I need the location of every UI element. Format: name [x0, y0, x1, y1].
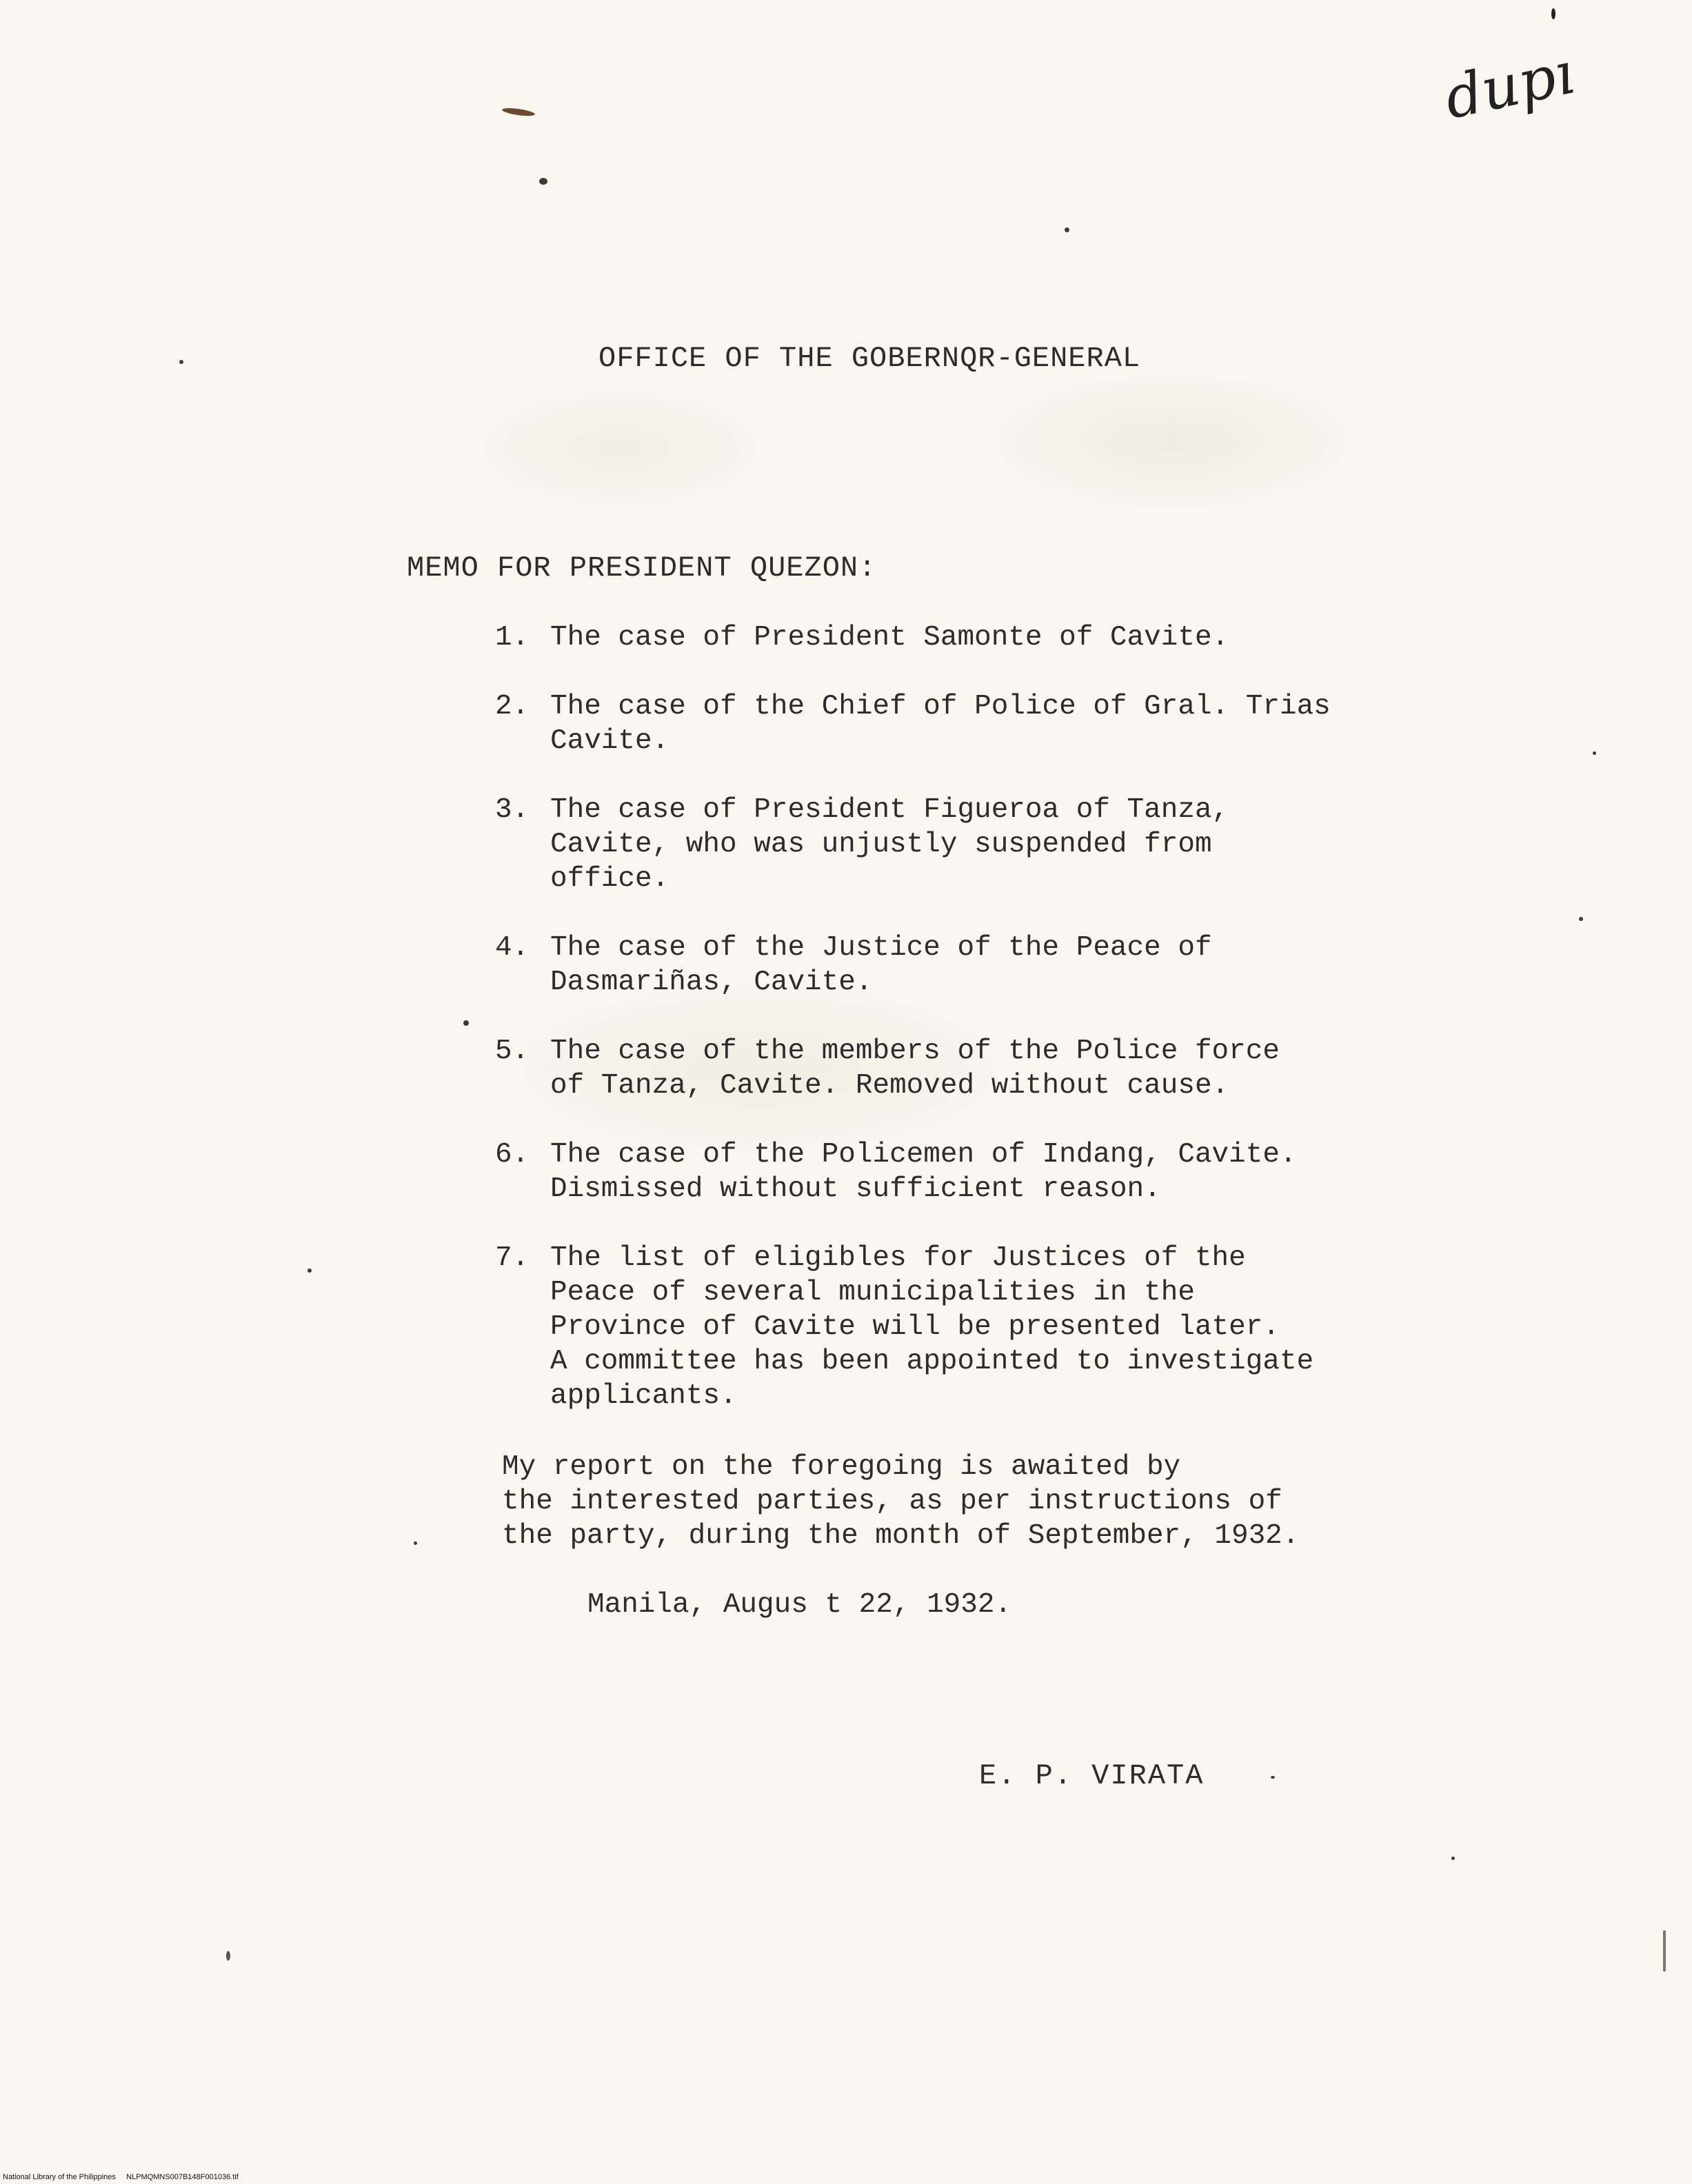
report-paragraph: My report on the foregoing is awaited by the interested parties, as per instructions of the party, during the month of September, 1932.	[502, 1451, 1300, 1552]
item-text: The case of the members of the Police force of Tanza, Cavite. Removed without cause.	[550, 1035, 1280, 1102]
paper-speck	[463, 1020, 469, 1026]
item-text: The list of eligibles for Justices of the Peace of several municipalities in the Province of Cavite will be presented later. A committee has been appointed to investigate applicants.	[550, 1242, 1314, 1412]
paper-speck	[414, 1541, 417, 1545]
memo-item	[495, 689, 1419, 758]
item-text: The case of the Policemen of Indang, Cavite. Dismissed without sufficient reason.	[550, 1139, 1297, 1205]
item-text: The case of the Justice of the Peace of Dasmariñas, Cavite.	[550, 932, 1212, 998]
memo-title: MEMO FOR PRESIDENT QUEZON:	[407, 552, 877, 585]
office-heading: OFFICE OF THE GOBERNQR-GENERAL	[598, 342, 1141, 375]
item-number: 6.	[495, 1139, 530, 1171]
paper-speck	[1593, 751, 1596, 755]
memo-item	[495, 620, 1419, 655]
item-number: 1.	[495, 622, 530, 654]
item-text: The case of the Chief of Police of Gral. Trias Cavite.	[550, 691, 1331, 757]
item-text: The case of President Figueroa of Tanza, Cavite, who was unjustly suspended from office.	[550, 794, 1229, 895]
item-number: 3.	[495, 794, 530, 826]
memo-items-list	[495, 620, 1419, 1448]
paper-speck	[1579, 917, 1583, 921]
item-number: 4.	[495, 932, 530, 964]
memo-item	[495, 793, 1419, 896]
paper-speck	[539, 178, 547, 185]
paper-speck	[1451, 1857, 1455, 1860]
item-text: The case of President Samonte of Cavite.	[550, 622, 1229, 654]
dateline: Manila, Augus t 22, 1932.	[587, 1589, 1012, 1621]
memo-item	[495, 931, 1419, 1000]
paper-speck	[1271, 1776, 1275, 1779]
memo-item	[495, 1241, 1419, 1413]
paper-speck	[1065, 228, 1069, 232]
paper-speck	[502, 107, 536, 118]
paper-speck	[1551, 8, 1555, 19]
item-number: 5.	[495, 1035, 530, 1067]
paper-speck	[226, 1951, 230, 1961]
paper-speck	[308, 1268, 312, 1273]
paper-speck	[179, 360, 183, 364]
handwritten-annotation: dupı	[1438, 39, 1580, 132]
memo-item	[495, 1034, 1419, 1103]
paper-speck	[1663, 1930, 1666, 1972]
memo-item	[495, 1138, 1419, 1206]
archive-footer: National Library of the Philippines NLPMQMNS007B148F001036.tif	[3, 2173, 239, 2181]
signature: E. P. VIRATA	[979, 1759, 1205, 1792]
item-number: 7.	[495, 1242, 530, 1274]
item-number: 2.	[495, 691, 530, 722]
